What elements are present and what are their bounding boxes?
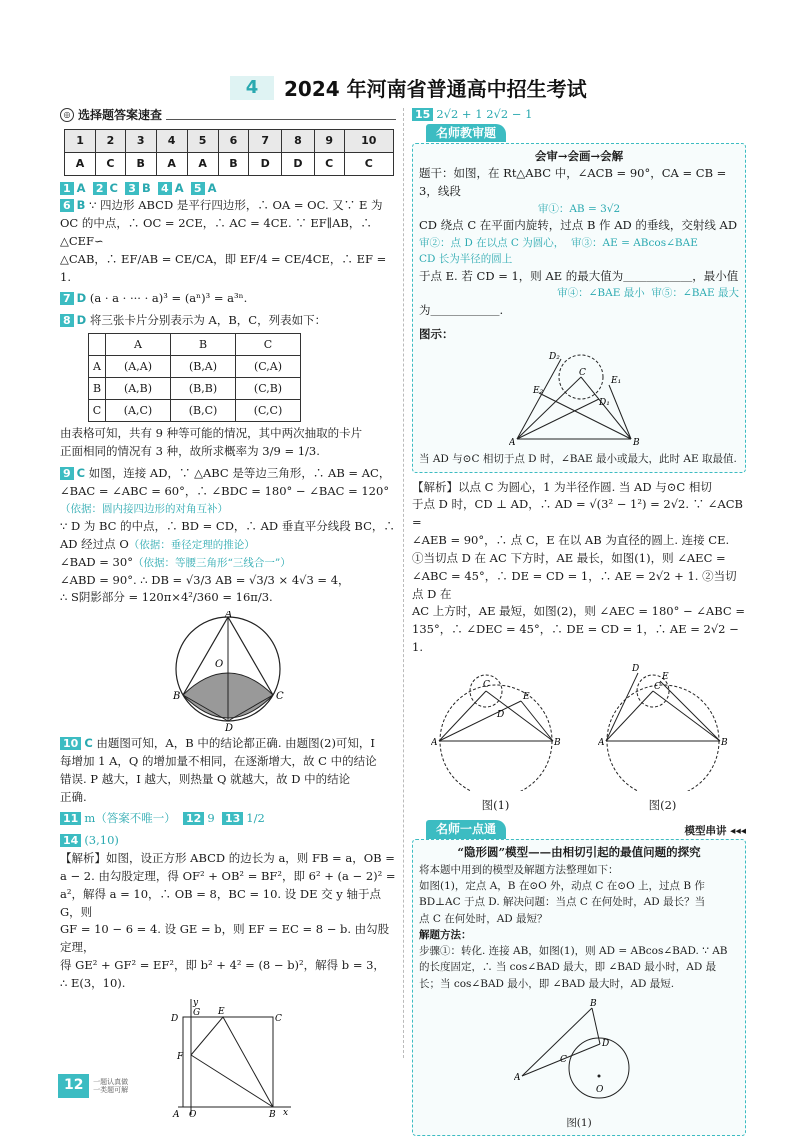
q7: 7 D (a · a · ··· · a)³ = (aⁿ)³ = a³ⁿ. <box>60 290 396 308</box>
answer-letter: B <box>218 152 249 175</box>
card-cell: (B,B) <box>171 378 236 400</box>
svg-text:B: B <box>269 1109 276 1117</box>
card-cell: (B,C) <box>171 400 236 422</box>
svg-text:D₂: D₂ <box>549 352 560 363</box>
question-answer: A <box>174 180 184 195</box>
svg-text:G: G <box>193 1007 201 1018</box>
svg-text:E₁: E₁ <box>611 376 622 387</box>
question-number: 5 <box>191 182 205 195</box>
card-header <box>89 334 106 356</box>
teacher-review-box: 会审→会画→会解 题干：如图，在 Rt△ABC 中，∠ACB = 90°，CA = CB = 3，线段 审①：AB = 3√2 CD 绕点 C 在平面内旋转，过点 B 作 AD 的垂线，交射线 AD 审②：点 D 在以点 C 为圆心， 审③：AE = ABcos∠BAE CD 长为半径的圆上 于点 E. 若 CD = 1，则 AE 的最大值为＿＿＿＿＿＿，最小值 审④：∠BAE 最小 审⑤：∠BAE 最大 为＿＿＿＿＿＿. 图示： D₂ C E₂ E₁ D₁ A B 当 AD 与⊙C 相切于点 D 时，∠BAE 最小或最大，此时 AE 取最值. <box>412 143 746 473</box>
answer-num: 2 <box>96 129 126 152</box>
q14: 14 (3,10) <box>60 832 396 850</box>
card-cell: (C,C) <box>236 400 301 422</box>
answer-letter: C <box>96 152 126 175</box>
question-number: 4 <box>158 182 172 195</box>
answer-num: 6 <box>218 129 249 152</box>
q6-line2: OC 的中点，∴ OC = 2CE，∴ AC = 4CE. ∵ EF∥AB，∴ △CEF∽ <box>60 216 372 249</box>
answer-letter: C <box>314 152 344 175</box>
q14-line1: 【解析】如图，设正方形 ABCD 的边长为 a，则 FB = a，OB = <box>60 851 395 866</box>
svg-text:C: C <box>275 1013 282 1024</box>
svg-text:B: B <box>633 438 640 448</box>
svg-text:B: B <box>173 691 181 703</box>
q10-line3: 错误. P 越大，I 越大，则热量 Q 就越大，故 D 中的结论 <box>60 771 351 786</box>
answer-letter: A <box>187 152 218 175</box>
page-number: 12 <box>58 1074 89 1098</box>
card-cell: (A,A) <box>106 356 171 378</box>
q15: 15 2√2 + 1 2√2 − 1 <box>412 106 746 124</box>
svg-text:y: y <box>193 997 199 1008</box>
exam-number: 4 <box>230 76 274 100</box>
page-footer: 12 一题认真做 一类题可解 <box>58 1074 128 1096</box>
svg-text:D: D <box>496 709 504 720</box>
svg-text:x: x <box>283 1107 289 1117</box>
question-answer: A <box>207 180 217 195</box>
answer-num: 7 <box>249 129 282 152</box>
q14-figure <box>163 997 293 1117</box>
svg-text:C: C <box>276 691 284 703</box>
card-cell: (C,B) <box>236 378 301 400</box>
answer-letter: C <box>344 152 393 175</box>
svg-text:A: A <box>173 1109 180 1117</box>
answer-letter: D <box>282 152 315 175</box>
svg-text:F: F <box>177 1051 184 1062</box>
svg-text:O: O <box>189 1109 197 1117</box>
card-cell: C <box>89 400 106 422</box>
answer-table <box>64 129 394 176</box>
q6: 6 B ∵ 四边形 ABCD 是平行四边形，∴ OA = OC. 又∵ E 为 <box>60 197 396 215</box>
q9-line4: ∠BAD = 30°（依据：等腰三角形“三线合一”） <box>60 554 291 569</box>
card-cell: (A,C) <box>106 400 171 422</box>
q9-line5: ∠ABD = 90°. ∴ DB = √3/3 AB = √3/3 × 4√3 = 4， <box>60 572 350 587</box>
teacher-tip-tab: 名师一点通 <box>426 820 506 839</box>
question-answer: A <box>76 180 86 195</box>
question-number: 2 <box>93 182 107 195</box>
svg-text:D₁: D₁ <box>599 398 610 409</box>
q14-line6: ∴ E(3，10). <box>60 975 126 990</box>
q9-figure <box>163 611 293 731</box>
page-header <box>0 74 800 108</box>
right-column <box>412 106 746 1136</box>
q14-line4: GF = 10 − 6 = 4. 设 GE = b，则 EF = EC = 8 − b. 由勾股定理， <box>60 922 390 955</box>
answer-num: 8 <box>282 129 315 152</box>
card-header: A <box>106 334 171 356</box>
q10-line4: 正确. <box>60 789 87 804</box>
card-table <box>88 333 301 422</box>
q9-line3: ∵ D 为 BC 的中点，∴ BD = CD，∴ AD 垂直平分线段 BC，∴ AD 经过点 O（依据：垂径定理的推论） <box>60 519 395 551</box>
model-label: 模型串讲 ◂◂◂ <box>684 824 746 837</box>
svg-text:C: C <box>560 1054 567 1065</box>
svg-text:D: D <box>631 663 639 674</box>
answer-letter: A <box>65 152 96 175</box>
answer-num: 10 <box>344 129 393 152</box>
analysis-figure-2 <box>598 661 728 791</box>
teacher-subtitle: 会审→会画→会解 <box>534 148 624 163</box>
svg-text:A: A <box>225 611 233 621</box>
q11-13: 11 m（答案不唯一） 12 9 13 1/2 <box>60 810 396 828</box>
answer-letter: A <box>156 152 187 175</box>
q9: 9 C 如图，连接 AD，∵ △ABC 是等边三角形，∴ AB = AC， <box>60 465 396 483</box>
card-cell: (C,A) <box>236 356 301 378</box>
q9-line6: ∴ S阴影部分 = 120π×4²/360 = 16π/3. <box>60 590 273 605</box>
svg-text:B: B <box>553 737 561 748</box>
card-cell: (A,B) <box>106 378 171 400</box>
svg-text:C: C <box>653 681 661 692</box>
answer-letter: B <box>125 152 156 175</box>
svg-text:A: A <box>509 438 516 448</box>
question-number: 1 <box>60 182 74 195</box>
answer-num: 1 <box>65 129 96 152</box>
answer-num: 3 <box>125 129 156 152</box>
card-cell: (B,A) <box>171 356 236 378</box>
answer-num: 4 <box>156 129 187 152</box>
svg-text:B: B <box>720 737 728 748</box>
column-divider <box>403 108 404 1058</box>
card-header: C <box>236 334 301 356</box>
question-answer: B <box>141 180 151 195</box>
left-column <box>60 106 396 1121</box>
q6-line3: △CAB，∴ EF/AB = CE/CA，即 EF/4 = CE/4CE，∴ EF = 1. <box>60 251 387 284</box>
svg-text:O: O <box>596 1084 604 1095</box>
q10-line2: 每增加 1 A，Q 的增加量不相同，在逐渐增大，故 C 中的结论 <box>60 754 377 769</box>
card-cell: B <box>89 378 106 400</box>
teacher-tip-box: “隐形圆”模型——由相切引起的最值问题的探究 将本题中用到的模型及解题方法整理如下： 如图(1)，定点 A，B 在⊙O 外，动点 C 在⊙O 上，过点 B 作 BD⊥AC 于点 D. 解决问题：当点 C 在何处时，AD 最长？当 点 C 在何处时，AD 最短？ 解题方法： 步骤①：转化. 连接 AB，如图(1)，则 AD = ABcos∠BAD. ∵ AB 的长度固定，∴ 当 cos∠BAD 最大，即 ∠BAD 最小时，AD 最 长；当 cos∠BAD 最小，即 ∠BAD 最大时，AD 最短. A B C D O 图(1) <box>412 839 746 1136</box>
teacher-review-tab: 名师教审题 <box>426 124 506 143</box>
teacher-figure <box>509 347 649 447</box>
analysis: 【解析】以点 C 为圆心，1 为半径作圆. 当 AD 与⊙C 相切 于点 D 时，CD ⊥ AD，∴ AD = √(3² − 1²) = 2√2. ∵ ∠ACB = ∠AEB = 90°，∴ 点 C，E 在以 AB 为直径的圆上. 连接 CE. ①当切点 D 在 AC 下方时，AE 最长，如图(1)，则 ∠AEC = ∠ABC = 45°，∴ DE = CD = 1，∴ AE = 2√2 + 1. ②当切点 D 在 AC 上方时，AE 最短，如图(2)，则 ∠AEC = 180° − ∠ABC = 135°，∴ ∠DEC = 45°，∴ DE = CD = 1，∴ AE = 2√2 − 1. C E D A B 图(1) C E D A B 图(2) <box>412 479 745 812</box>
svg-text:E: E <box>661 671 669 682</box>
svg-text:E: E <box>218 1006 225 1017</box>
svg-text:C: C <box>579 368 586 379</box>
svg-text:A: A <box>430 737 437 748</box>
exam-title: 2024 年河南省普通高中招生考试 <box>284 77 587 101</box>
svg-text:D: D <box>171 1013 179 1024</box>
model-figure <box>514 996 644 1111</box>
answer-letter: D <box>249 152 282 175</box>
q14-line2: a − 2. 由勾股定理，得 OF² + OB² = BF²，即 6² + (a − 2)² = <box>60 868 396 883</box>
analysis-figure-1 <box>431 661 561 791</box>
answer-num: 9 <box>314 129 344 152</box>
svg-text:A: A <box>514 1072 521 1083</box>
answer-section-title: ◎ 选择题答案速查 <box>60 106 396 125</box>
q8: 8 D 将三张卡片分别表示为 A，B，C，列表如下： <box>60 312 396 330</box>
question-number: 3 <box>125 182 139 195</box>
q14-line3: a²，解得 a = 10，∴ OB = 8，BC = 10. 设 DE 交 y 轴于点 G，则 <box>60 886 381 919</box>
q1-5-answers <box>60 180 396 198</box>
q10: 10 C 由题图可知，A，B 中的结论都正确. 由题图(2)可知，I <box>60 735 396 753</box>
q8-text2: 正面相同的情况有 3 种，故所求概率为 3/9 = 1/3. <box>60 443 320 458</box>
svg-text:D: D <box>225 723 234 732</box>
svg-text:O: O <box>215 659 224 671</box>
card-header: B <box>171 334 236 356</box>
answer-num: 5 <box>187 129 218 152</box>
svg-text:A: A <box>597 737 604 748</box>
svg-text:D: D <box>602 1038 610 1049</box>
svg-text:E: E <box>522 691 530 702</box>
card-cell: A <box>89 356 106 378</box>
q14-line5: 得 GE² + GF² = EF²，即 b² + 4² = (8 − b)²，解得 b = 3， <box>60 957 385 972</box>
q9-line2: ∠BAC = ∠ABC = 60°，∴ ∠BDC = 180° − ∠BAC = 120° （依据：圆内接四边形的对角互补） <box>60 483 390 516</box>
svg-text:B: B <box>590 998 597 1009</box>
magnifier-icon: ◎ <box>60 108 74 122</box>
svg-text:E₂: E₂ <box>533 386 544 397</box>
question-answer: C <box>109 180 118 195</box>
svg-text:C: C <box>482 679 490 690</box>
q8-text1: 由表格可知，共有 9 种等可能的情况，其中两次抽取的卡片 <box>60 426 363 441</box>
